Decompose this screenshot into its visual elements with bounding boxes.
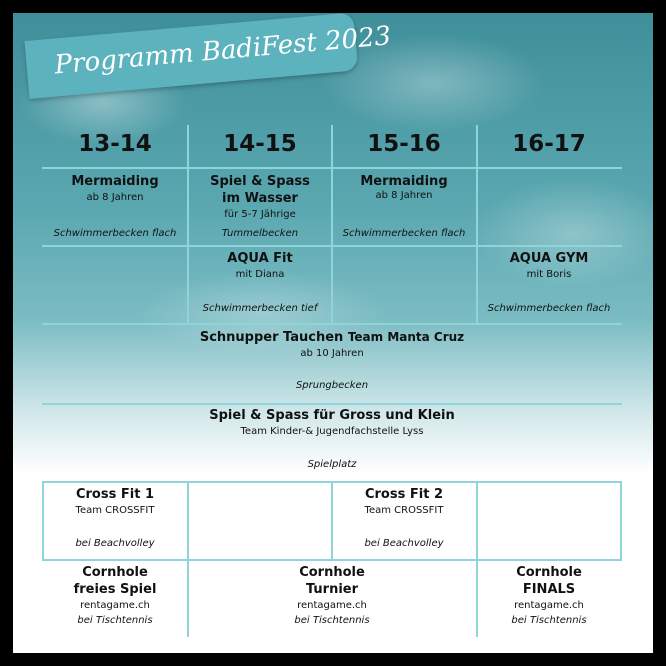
hour-header: 13-14 <box>78 131 152 157</box>
event-subtitle: mit Diana <box>235 269 285 280</box>
grid-line <box>42 167 622 169</box>
event-title: freies Spiel <box>73 582 157 597</box>
event-title: Cross Fit 1 <box>75 487 154 502</box>
event-location: bei Tischtennis <box>294 615 370 626</box>
event-title: Cross Fit 2 <box>364 487 443 502</box>
event-cornhole-finals <box>477 564 621 628</box>
grid-line <box>42 403 622 405</box>
event-title: FINALS <box>522 582 576 597</box>
event-cornhole-turnier <box>188 564 476 628</box>
event-subtitle: Team CROSSFIT <box>364 505 444 516</box>
grid-line <box>620 481 622 559</box>
event-spiel-gross-klein <box>43 407 621 439</box>
event-cornhole-freies-spiel <box>43 564 187 628</box>
hour-header: 16-17 <box>512 131 586 157</box>
event-subtitle: ab 8 Jahren <box>375 190 433 201</box>
event-subtitle: Team CROSSFIT <box>75 505 155 516</box>
event-location: bei Beachvolley <box>364 538 444 549</box>
event-location: bei Tischtennis <box>511 615 587 626</box>
event-location: Schwimmerbecken flach <box>342 228 466 239</box>
program-poster <box>13 13 653 653</box>
event-title: im Wasser <box>222 191 298 206</box>
event-title: Turnier <box>305 582 359 597</box>
event-title: Spiel & Spass für Gross und Klein <box>209 408 455 423</box>
event-mermaiding-1 <box>43 173 187 205</box>
event-title: Cornhole <box>82 565 148 580</box>
grid-line <box>187 481 189 559</box>
event-subtitle: mit Boris <box>526 269 572 280</box>
event-subtitle: ab 10 Jahren <box>300 348 364 359</box>
event-aqua-fit <box>188 250 332 282</box>
event-location: Sprungbecken <box>295 380 369 391</box>
event-subtitle: ab 8 Jahren <box>86 192 144 203</box>
event-schnupper-tauchen <box>43 329 621 361</box>
event-location: Schwimmerbecken tief <box>202 303 318 314</box>
event-title: Cornhole <box>299 565 365 580</box>
event-subtitle: rentagame.ch <box>514 600 584 611</box>
event-title: Spiel & Spass <box>210 174 310 189</box>
grid-line <box>476 481 478 559</box>
event-title: AQUA GYM <box>509 251 589 266</box>
event-team: Team Manta Cruz <box>347 330 465 344</box>
event-title: Mermaiding <box>360 174 448 189</box>
event-subtitle: für 5-7 Jährige <box>224 209 296 220</box>
event-location: Schwimmerbecken flach <box>487 303 611 314</box>
event-subtitle: rentagame.ch <box>80 600 150 611</box>
event-crossfit-1 <box>43 486 187 518</box>
event-location: Spielplatz <box>307 459 357 470</box>
event-spiel-wasser <box>188 173 332 222</box>
event-location: Schwimmerbecken flach <box>53 228 177 239</box>
title-banner <box>24 13 393 99</box>
event-title: AQUA Fit <box>227 251 293 266</box>
hour-header: 15-16 <box>367 131 441 157</box>
event-subtitle: rentagame.ch <box>297 600 367 611</box>
event-title: Cornhole <box>516 565 582 580</box>
event-aqua-gym <box>477 250 621 282</box>
event-location: bei Tischtennis <box>77 615 153 626</box>
event-crossfit-2 <box>332 486 476 518</box>
page-title: Programm BadiFest 2023 <box>53 21 393 81</box>
event-title-line <box>43 329 621 346</box>
hour-header: 14-15 <box>223 131 297 157</box>
grid-line <box>42 323 622 325</box>
event-location: bei Beachvolley <box>75 538 155 549</box>
event-mermaiding-2 <box>332 173 476 201</box>
event-title: Mermaiding <box>71 174 159 189</box>
grid-line <box>42 245 622 247</box>
event-title: Schnupper Tauchen <box>199 330 344 345</box>
event-location: Tummelbecken <box>221 228 299 239</box>
event-subtitle: Team Kinder-& Jugendfachstelle Lyss <box>240 426 424 437</box>
grid-line <box>42 559 622 561</box>
